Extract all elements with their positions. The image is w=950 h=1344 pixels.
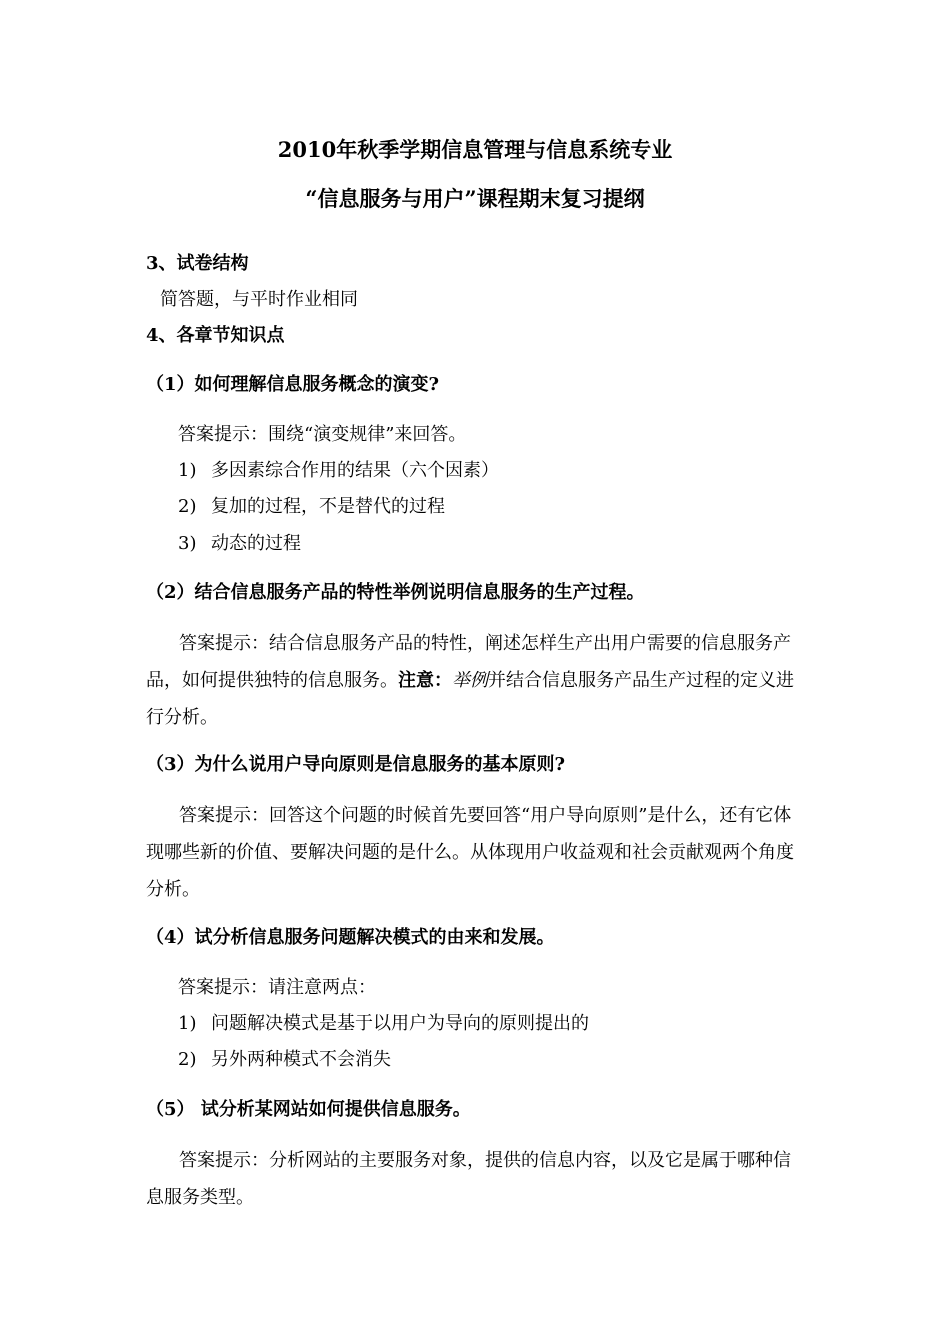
section-4-heading: 4、各章节知识点 bbox=[146, 325, 285, 346]
list-text: 动态的过程 bbox=[211, 533, 301, 554]
question-5-heading: （5） 试分析某网站如何提供信息服务。 bbox=[146, 1099, 471, 1120]
list-text: 问题解决模式是基于以用户为导向的原则提出的 bbox=[211, 1013, 589, 1034]
document-title-line2: “信息服务与用户”课程期末复习提纲 bbox=[305, 186, 645, 211]
question-1-heading: （1）如何理解信息服务概念的演变? bbox=[146, 374, 440, 395]
section-3-heading: 3、试卷结构 bbox=[146, 253, 249, 274]
document-title-line1: 2010年秋季学期信息管理与信息系统专业 bbox=[277, 137, 673, 162]
hint-note: 注意： bbox=[398, 670, 452, 691]
list-item bbox=[178, 531, 301, 557]
list-number: 1) bbox=[178, 1013, 197, 1034]
question-4-heading: （4）试分析信息服务问题解决模式的由来和发展。 bbox=[146, 927, 555, 948]
list-text: 多因素综合作用的结果（六个因素） bbox=[211, 460, 499, 481]
section-3-text: 简答题，与平时作业相同 bbox=[160, 289, 358, 310]
question-5-hint: 答案提示：分析网站的主要服务对象，提供的信息内容，以及它是属于哪种信息服务类型。 bbox=[146, 1150, 791, 1208]
hint-text: 并结合信息服务产品生产过程的定义进行分析。 bbox=[146, 670, 794, 728]
hint-italic: 举例 bbox=[452, 670, 488, 691]
hint-text: 答案提示：结合信息服务产品的特性，阐述怎样生产出用户需要的信息服务产品，如何提供独特的信息服务。 bbox=[146, 633, 791, 691]
question-4-hint: 答案提示：请注意两点： bbox=[178, 977, 376, 998]
list-number: 3) bbox=[178, 533, 197, 554]
list-text: 复加的过程，不是替代的过程 bbox=[211, 496, 445, 517]
question-3-heading: （3）为什么说用户导向原则是信息服务的基本原则? bbox=[146, 754, 566, 775]
question-2-hint bbox=[146, 625, 806, 736]
question-3-hint: 答案提示：回答这个问题的时候首先要回答“用户导向原则”是什么，还有它体现哪些新的价值、要解决问题的是什么。从体现用户收益观和社会贡献观两个角度分析。 bbox=[146, 805, 794, 900]
list-number: 1) bbox=[178, 460, 197, 481]
list-item bbox=[178, 458, 499, 484]
question-2-heading: （2）结合信息服务产品的特性举例说明信息服务的生产过程。 bbox=[146, 582, 645, 603]
list-item bbox=[178, 1047, 391, 1073]
list-text: 另外两种模式不会消失 bbox=[211, 1049, 391, 1070]
list-item bbox=[178, 1011, 589, 1037]
question-1-hint: 答案提示：围绕“演变规律”来回答。 bbox=[178, 424, 467, 445]
list-number: 2) bbox=[178, 496, 197, 517]
list-number: 2) bbox=[178, 1049, 197, 1070]
list-item bbox=[178, 494, 445, 520]
